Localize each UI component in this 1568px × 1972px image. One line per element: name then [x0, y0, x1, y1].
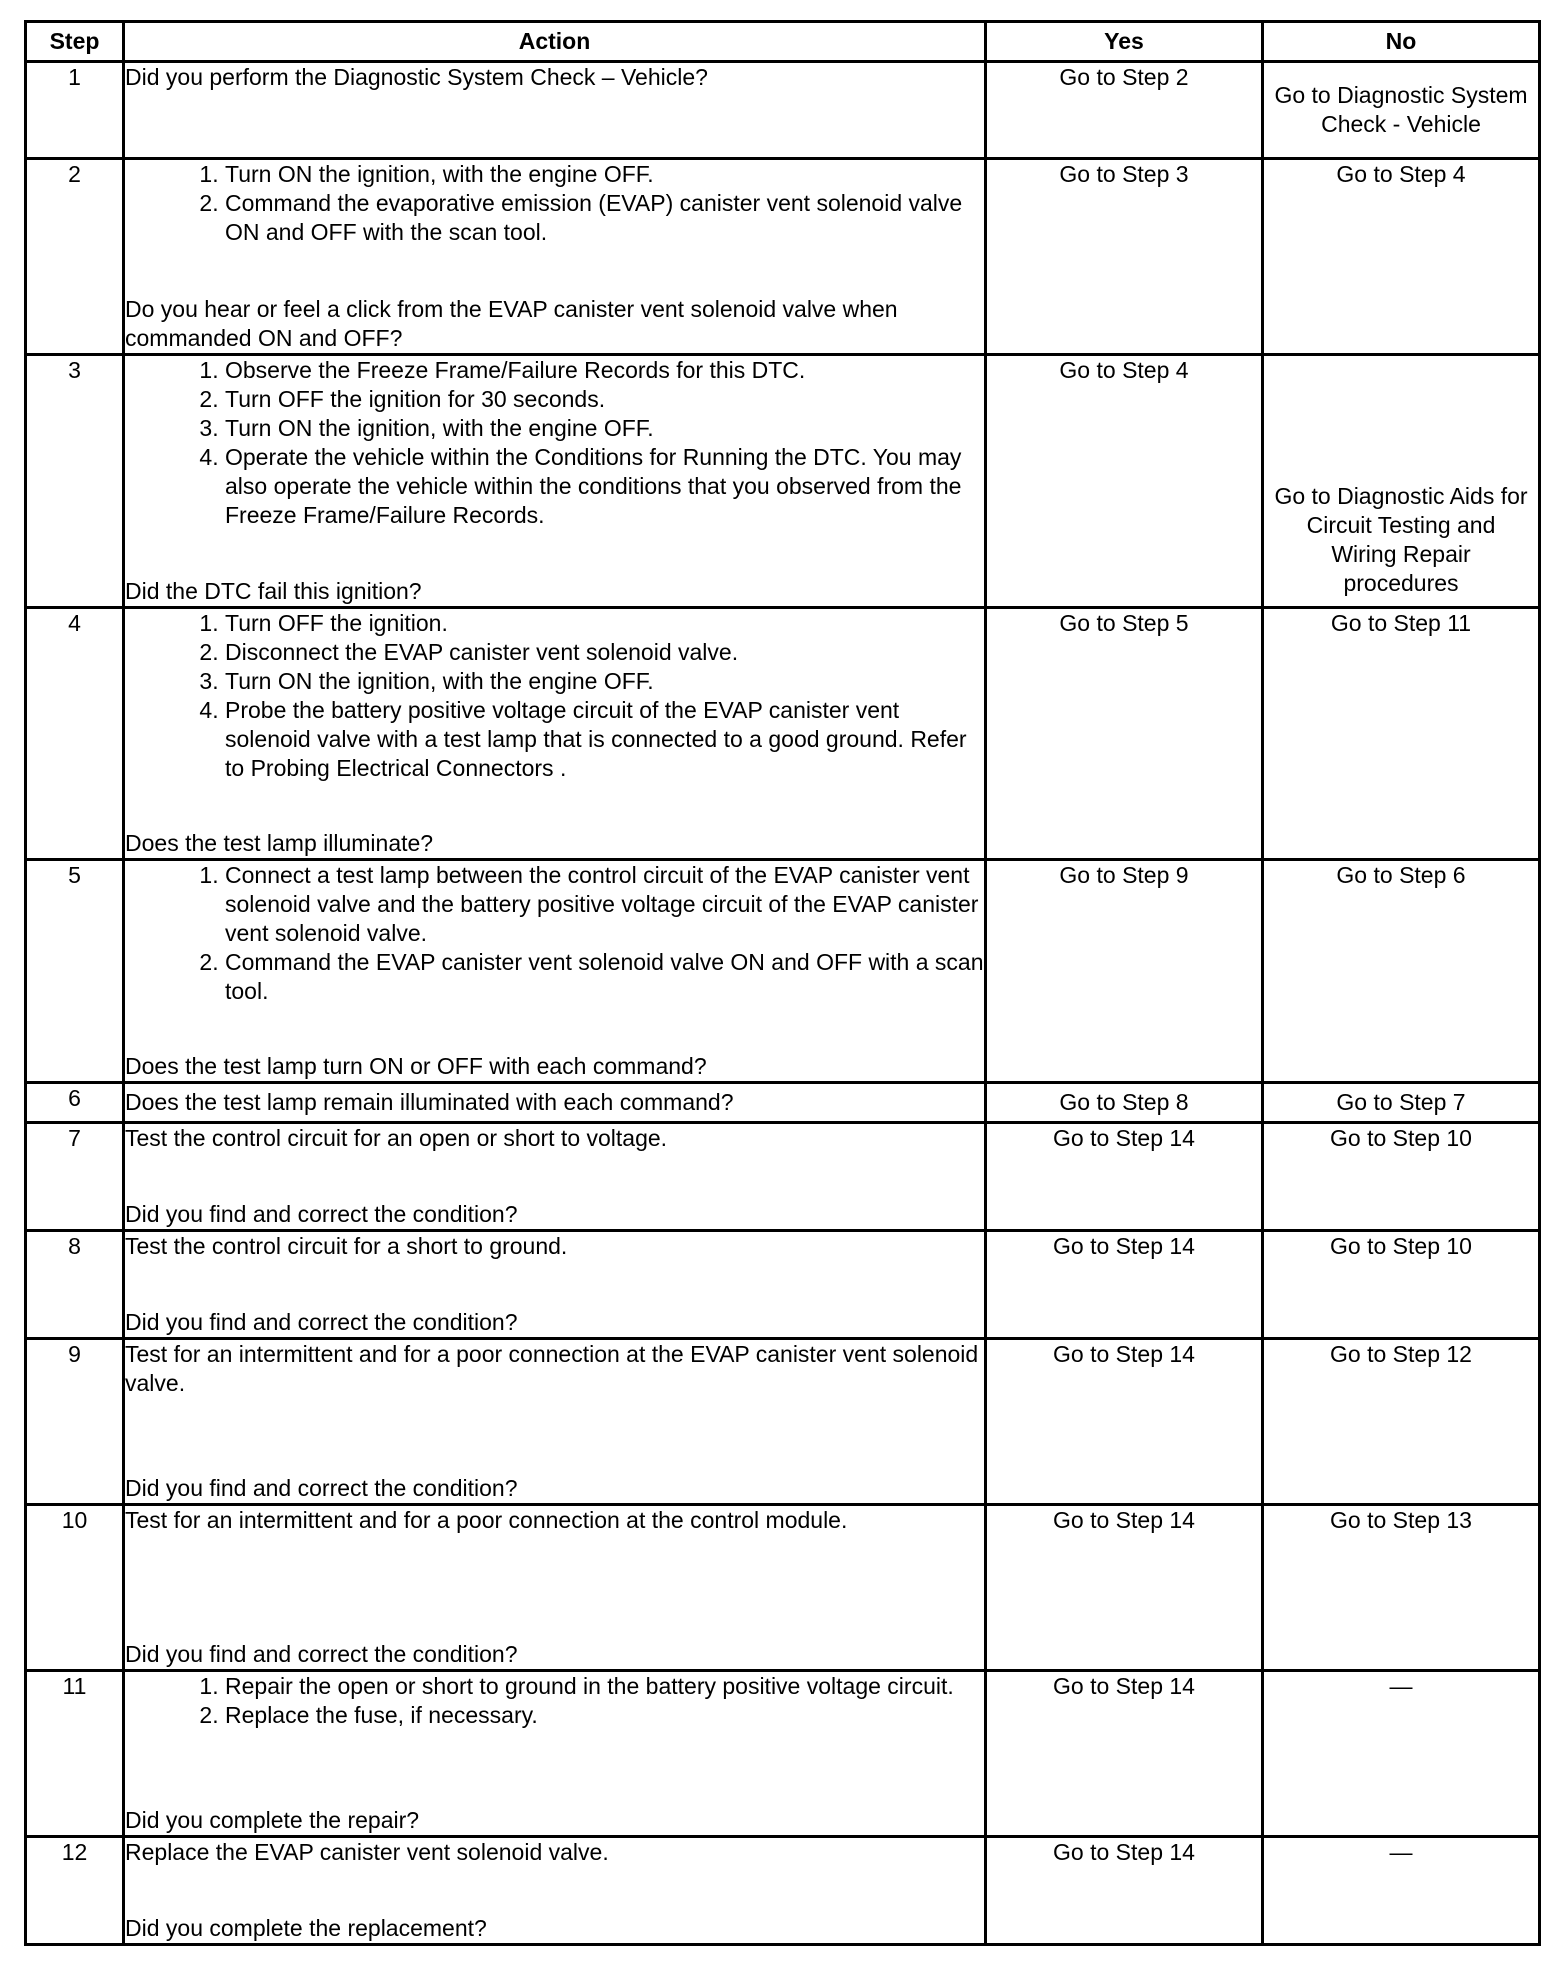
no-result: Go to Step 13	[1263, 1505, 1540, 1671]
action-text: Replace the EVAP canister vent solenoid valve.	[125, 1839, 609, 1865]
procedure-item: 1. Repair the open or short to ground in the battery positive voltage circuit.	[225, 1672, 984, 1701]
action-cell	[124, 62, 986, 159]
action-top	[125, 1506, 984, 1535]
table-row	[26, 1505, 1540, 1671]
action-top	[125, 1124, 984, 1153]
action-cell	[124, 1339, 986, 1505]
action-top	[125, 861, 984, 1006]
table-row	[26, 1837, 1540, 1945]
yes-result: Go to Step 8	[986, 1083, 1263, 1123]
action-top	[125, 609, 984, 783]
step-number: 4	[26, 608, 124, 860]
step-number: 9	[26, 1339, 124, 1505]
action-top	[125, 1838, 984, 1867]
no-result: Go to Diagnostic System Check - Vehicle	[1263, 62, 1540, 159]
table-row	[26, 1339, 1540, 1505]
yes-result: Go to Step 2	[986, 62, 1263, 159]
yes-result: Go to Step 3	[986, 159, 1263, 355]
action-content	[125, 63, 984, 157]
action-content	[125, 1088, 984, 1117]
action-text: Test for an intermittent and for a poor connection at the control module.	[125, 1507, 848, 1533]
action-text: Test the control circuit for a short to ground.	[125, 1233, 568, 1259]
header-step: Step	[26, 22, 124, 62]
procedure-item: 2. Command the EVAP canister vent solenoid valve ON and OFF with a scan tool.	[225, 948, 984, 1006]
procedure-item: 1. Observe the Freeze Frame/Failure Records for this DTC.	[225, 356, 984, 385]
procedure-list	[125, 1672, 984, 1730]
action-top	[125, 1232, 984, 1261]
yes-result: Go to Step 14	[986, 1837, 1263, 1945]
action-text: Test for an intermittent and for a poor connection at the EVAP canister vent solenoid valve.	[125, 1341, 979, 1396]
action-cell	[124, 1231, 986, 1339]
procedure-list	[125, 356, 984, 530]
procedure-item: 4. Operate the vehicle within the Conditions for Running the DTC. You may also operate the vehicle within the conditions that you observed from the Freeze Frame/Failure Records.	[225, 443, 984, 530]
step-number: 6	[26, 1083, 124, 1123]
action-cell	[124, 1083, 986, 1123]
action-question: Did you complete the repair?	[125, 1807, 420, 1833]
header-yes: Yes	[986, 22, 1263, 62]
header-row	[26, 22, 1540, 62]
action-question: Did you find and correct the condition?	[125, 1309, 518, 1335]
action-question: Did you complete the replacement?	[125, 1915, 487, 1941]
yes-result: Go to Step 14	[986, 1671, 1263, 1837]
action-content	[125, 1506, 984, 1669]
action-content	[125, 861, 984, 1081]
action-question: Did you find and correct the condition?	[125, 1475, 518, 1501]
action-question: Did you find and correct the condition?	[125, 1641, 518, 1667]
procedure-item: 3. Turn ON the ignition, with the engine OFF.	[225, 667, 984, 696]
procedure-list	[125, 160, 984, 247]
step-number: 2	[26, 159, 124, 355]
action-cell	[124, 1671, 986, 1837]
yes-result: Go to Step 14	[986, 1339, 1263, 1505]
action-question: Do you hear or feel a click from the EVAP canister vent solenoid valve when commanded ON and OFF?	[125, 296, 898, 351]
action-top	[125, 160, 984, 247]
action-cell	[124, 1123, 986, 1231]
step-number: 12	[26, 1837, 124, 1945]
action-question: Does the test lamp illuminate?	[125, 830, 434, 856]
table-row	[26, 355, 1540, 608]
no-result: Go to Step 6	[1263, 860, 1540, 1083]
action-cell	[124, 860, 986, 1083]
action-content	[125, 356, 984, 606]
action-top	[125, 1340, 984, 1398]
no-result: Go to Step 7	[1263, 1083, 1540, 1123]
step-number: 10	[26, 1505, 124, 1671]
step-number: 5	[26, 860, 124, 1083]
action-content	[125, 1124, 984, 1229]
step-number: 11	[26, 1671, 124, 1837]
action-content	[125, 1838, 984, 1943]
no-result: Go to Step 12	[1263, 1339, 1540, 1505]
table-row	[26, 1231, 1540, 1339]
no-result: Go to Step 10	[1263, 1123, 1540, 1231]
procedure-item: 2. Command the evaporative emission (EVAP) canister vent solenoid valve ON and OFF with the scan tool.	[225, 189, 984, 247]
yes-result: Go to Step 14	[986, 1231, 1263, 1339]
table-row	[26, 860, 1540, 1083]
action-top	[125, 1088, 984, 1117]
table-row	[26, 1671, 1540, 1837]
diagnostic-table	[24, 20, 1541, 1946]
action-cell	[124, 1505, 986, 1671]
yes-result: Go to Step 14	[986, 1123, 1263, 1231]
procedure-item: 1. Connect a test lamp between the control circuit of the EVAP canister vent solenoid valve and the battery positive voltage circuit of the EVAP canister vent solenoid valve.	[225, 861, 984, 948]
action-content	[125, 160, 984, 353]
header-no: No	[1263, 22, 1540, 62]
yes-result: Go to Step 14	[986, 1505, 1263, 1671]
no-result: Go to Step 4	[1263, 159, 1540, 355]
action-content	[125, 1672, 984, 1835]
procedure-item: 2. Replace the fuse, if necessary.	[225, 1701, 984, 1730]
table-row	[26, 159, 1540, 355]
action-cell	[124, 1837, 986, 1945]
action-cell	[124, 608, 986, 860]
table-row	[26, 608, 1540, 860]
no-result: Go to Diagnostic Aids for Circuit Testing and Wiring Repair procedures	[1263, 355, 1540, 608]
no-result: —	[1263, 1837, 1540, 1945]
table-row	[26, 62, 1540, 159]
yes-result: Go to Step 9	[986, 860, 1263, 1083]
step-number: 1	[26, 62, 124, 159]
action-cell	[124, 355, 986, 608]
action-text: Did you perform the Diagnostic System Check – Vehicle?	[125, 64, 708, 90]
step-number: 7	[26, 1123, 124, 1231]
procedure-list	[125, 861, 984, 1006]
procedure-item: 4. Probe the battery positive voltage circuit of the EVAP canister vent solenoid valve with a test lamp that is connected to a good ground. Refer to Probing Electrical Connectors .	[225, 696, 984, 783]
action-content	[125, 1340, 984, 1503]
action-question: Did the DTC fail this ignition?	[125, 578, 422, 604]
yes-result: Go to Step 5	[986, 608, 1263, 860]
procedure-item: 3. Turn ON the ignition, with the engine OFF.	[225, 414, 984, 443]
header-action: Action	[124, 22, 986, 62]
action-question: Does the test lamp turn ON or OFF with each command?	[125, 1053, 707, 1079]
action-top	[125, 63, 984, 92]
step-number: 3	[26, 355, 124, 608]
procedure-item: 1. Turn ON the ignition, with the engine OFF.	[225, 160, 984, 189]
action-text: Does the test lamp remain illuminated with each command?	[125, 1089, 734, 1115]
step-number: 8	[26, 1231, 124, 1339]
action-cell	[124, 159, 986, 355]
no-result: —	[1263, 1671, 1540, 1837]
action-top	[125, 356, 984, 530]
procedure-item: 2. Disconnect the EVAP canister vent solenoid valve.	[225, 638, 984, 667]
table-row	[26, 1123, 1540, 1231]
action-content	[125, 1232, 984, 1337]
yes-result: Go to Step 4	[986, 355, 1263, 608]
no-result: Go to Step 10	[1263, 1231, 1540, 1339]
no-result: Go to Step 11	[1263, 608, 1540, 860]
table-row	[26, 1083, 1540, 1123]
action-question: Did you find and correct the condition?	[125, 1201, 518, 1227]
action-content	[125, 609, 984, 858]
action-text: Test the control circuit for an open or short to voltage.	[125, 1125, 668, 1151]
action-top	[125, 1672, 984, 1730]
procedure-list	[125, 609, 984, 783]
procedure-item: 1. Turn OFF the ignition.	[225, 609, 984, 638]
procedure-item: 2. Turn OFF the ignition for 30 seconds.	[225, 385, 984, 414]
